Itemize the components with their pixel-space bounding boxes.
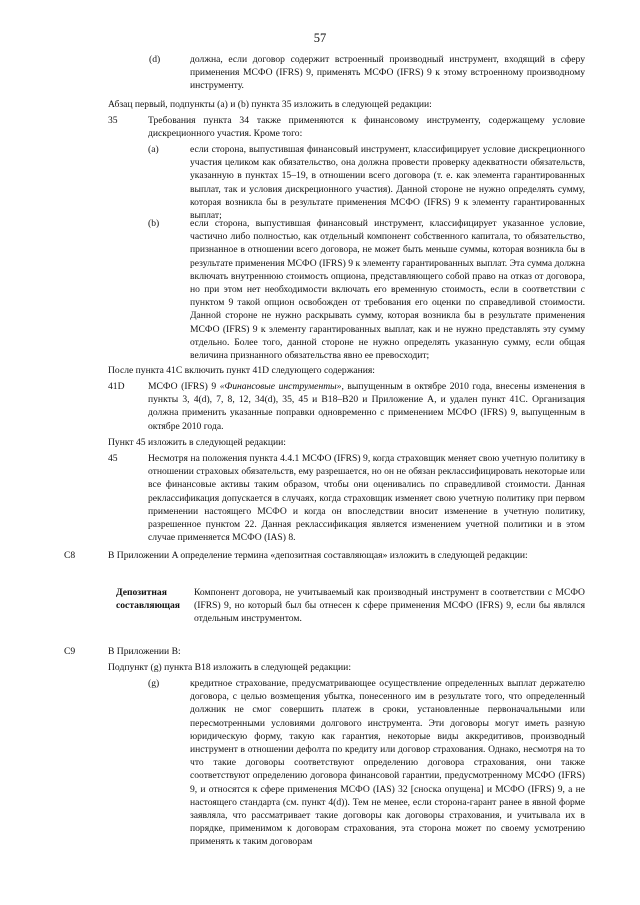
c9-number: C9 xyxy=(64,646,76,657)
para-41d-text xyxy=(148,380,585,433)
c8-text: В Приложении A определение термина «депозитная составляющая» изложить в следующей редакции: xyxy=(108,550,528,561)
c9-text: В Приложении B: xyxy=(108,646,181,657)
item-d-label: (d) xyxy=(149,54,161,65)
item-a-text: если сторона, выпустившая финансовый инструмент, классифицирует условие дискреционного участия целиком как обязательство, она должна провести проверку адекватности обязательств, указанную в пунктах 15–19, в отношении всего договора (т. е. как элемента гарантированных выплат, так и условия дискреционного участия). Данной стороне не нужно определять сумму, которая возникла бы в результате применения МСФО (IFRS) 9 к элементу гарантированных выплат; xyxy=(190,144,585,222)
item-d-text: должна, если договор содержит встроенный производный инструмент, входящий в сферу применения МСФО (IFRS) 9, применять МСФО (IFRS) 9 к этому встроенному производному инструменту. xyxy=(190,54,585,92)
item-g-text: кредитное страхование, предусматривающее осуществление определенных выплат держателю договора, с целью возмещения убытка, понесенного им в результате того, что определенный должник не смог совершить платеж в сроки, установленные первоначальными или пересмотренными условиями долгового инструмента. Эти договоры могут иметь разную юридическую форму, такую как гарантия, некоторые виды аккредитивов, производный инструмент в отношении дефолта по кредиту или договор страхования. Однако, несмотря на то что такие договоры соответствуют определению договора страхования, они также соответствуют определению договора финансовой гарантии, предусмотренному МСФО (IFRS) 9, и относятся к сфере применения МСФО (IAS) 32 [сноска опущена] и МСФО (IFRS) 9, а не настоящего стандарта (см. пункт 4(d)). Тем не менее, если сторона-гарант ранее в явной форме заявляла, что рассматривает такие договоры как договоры страхования, и учитывала их в порядке, применимом к договорам страхования, эта сторона может по своему усмотрению применять к таким договорам xyxy=(190,678,585,848)
para-41d-text-italic: «Финансовые инструменты» xyxy=(219,381,342,392)
para-41d-text-post: , выпущенным в октябре 2010 года, внесены изменения в пункты 3, 4(d), 7, 8, 12, 34(d), 35, 45 и B18–B20 и Приложение A, и удален пункт 41C. Организация должна применить указанные поправки одновременно с применением МСФО (IFRS) 9, выпущенным в октябре 2010 года. xyxy=(148,381,585,432)
para-35-number: 35 xyxy=(108,115,118,126)
para-45-text: Несмотря на положения пункта 4.4.1 МСФО (IFRS) 9, когда страховщик меняет свою учетную политику в отношении страховых обязательств, ему разрешается, но он не обязан реклассифицировать некоторые или все финансовые активы таким образом, чтобы они оценивались по справедливой стоимости. Данная реклассификация допускается в случаях, когда страховщик изменяет свою учетную политику при первом применении настоящего МСФО и когда он впоследствии вносит изменение в учетную политику, разрешенное пунктом 22. Данная реклассификация является изменением учетной политики и в этом случае применяется МСФО (IAS) 8. xyxy=(148,453,585,544)
c8-number: C8 xyxy=(64,550,76,561)
item-b-text: если сторона, выпустившая финансовый инструмент, классифицирует указанное условие, частично либо полностью, как отдельный компонент собственного капитала, то обязательство, признанное в отношении всего договора, не может быть меньше суммы, которая возникла бы в результате применения МСФО (IFRS) 9 к элементу гарантированных выплат. Эта сумма должна включать внутреннюю стоимость опциона, представляющего собой право на отказ от договора, но при этом нет необходимости включать его временную стоимость, если в соответствии с пунктом 9 такой опцион освобожден от требования его оценки по справедливой стоимости. Данной стороне не нужно раскрывать сумму, которая возникла бы в результате применения МСФО (IFRS) 9 к элементу гарантированных выплат, как и не нужно представлять эту сумму отдельно. Более того, данной стороне не нужно определять указанную сумму, если общая величина признанного обязательства явно ее превосходит; xyxy=(190,218,585,362)
definition-text: Компонент договора, не учитываемый как производный инструмент в соответствии с МСФО (IFRS) 9, но который был бы отнесен к сфере применения МСФО (IFRS) 9, если бы являлся отдельным инструментом. xyxy=(194,587,585,625)
para-41d-text-pre: МСФО (IFRS) 9 xyxy=(148,381,220,392)
instruction-para-45: Пункт 45 изложить в следующей редакции: xyxy=(108,437,286,448)
item-a-label: (a) xyxy=(148,144,159,155)
page-number: 57 xyxy=(313,31,327,45)
definition-term-line1: Депозитная xyxy=(116,587,167,598)
item-g-label: (g) xyxy=(148,678,160,689)
instruction-para-b18: Подпункт (g) пункта B18 изложить в следующей редакции: xyxy=(108,662,351,673)
definition-term-line2: составляющая xyxy=(116,600,180,611)
instruction-para-35: Абзац первый, подпункты (a) и (b) пункта 35 изложить в следующей редакции: xyxy=(108,99,432,110)
instruction-para-41d: После пункта 41C включить пункт 41D следующего содержания: xyxy=(108,365,375,376)
item-b-label: (b) xyxy=(148,218,160,229)
para-45-number: 45 xyxy=(108,453,118,464)
para-41d-number: 41D xyxy=(108,381,125,392)
para-35-text: Требования пункта 34 также применяются к финансовому инструменту, содержащему условие дискреционного участия. Кроме того: xyxy=(148,115,585,140)
